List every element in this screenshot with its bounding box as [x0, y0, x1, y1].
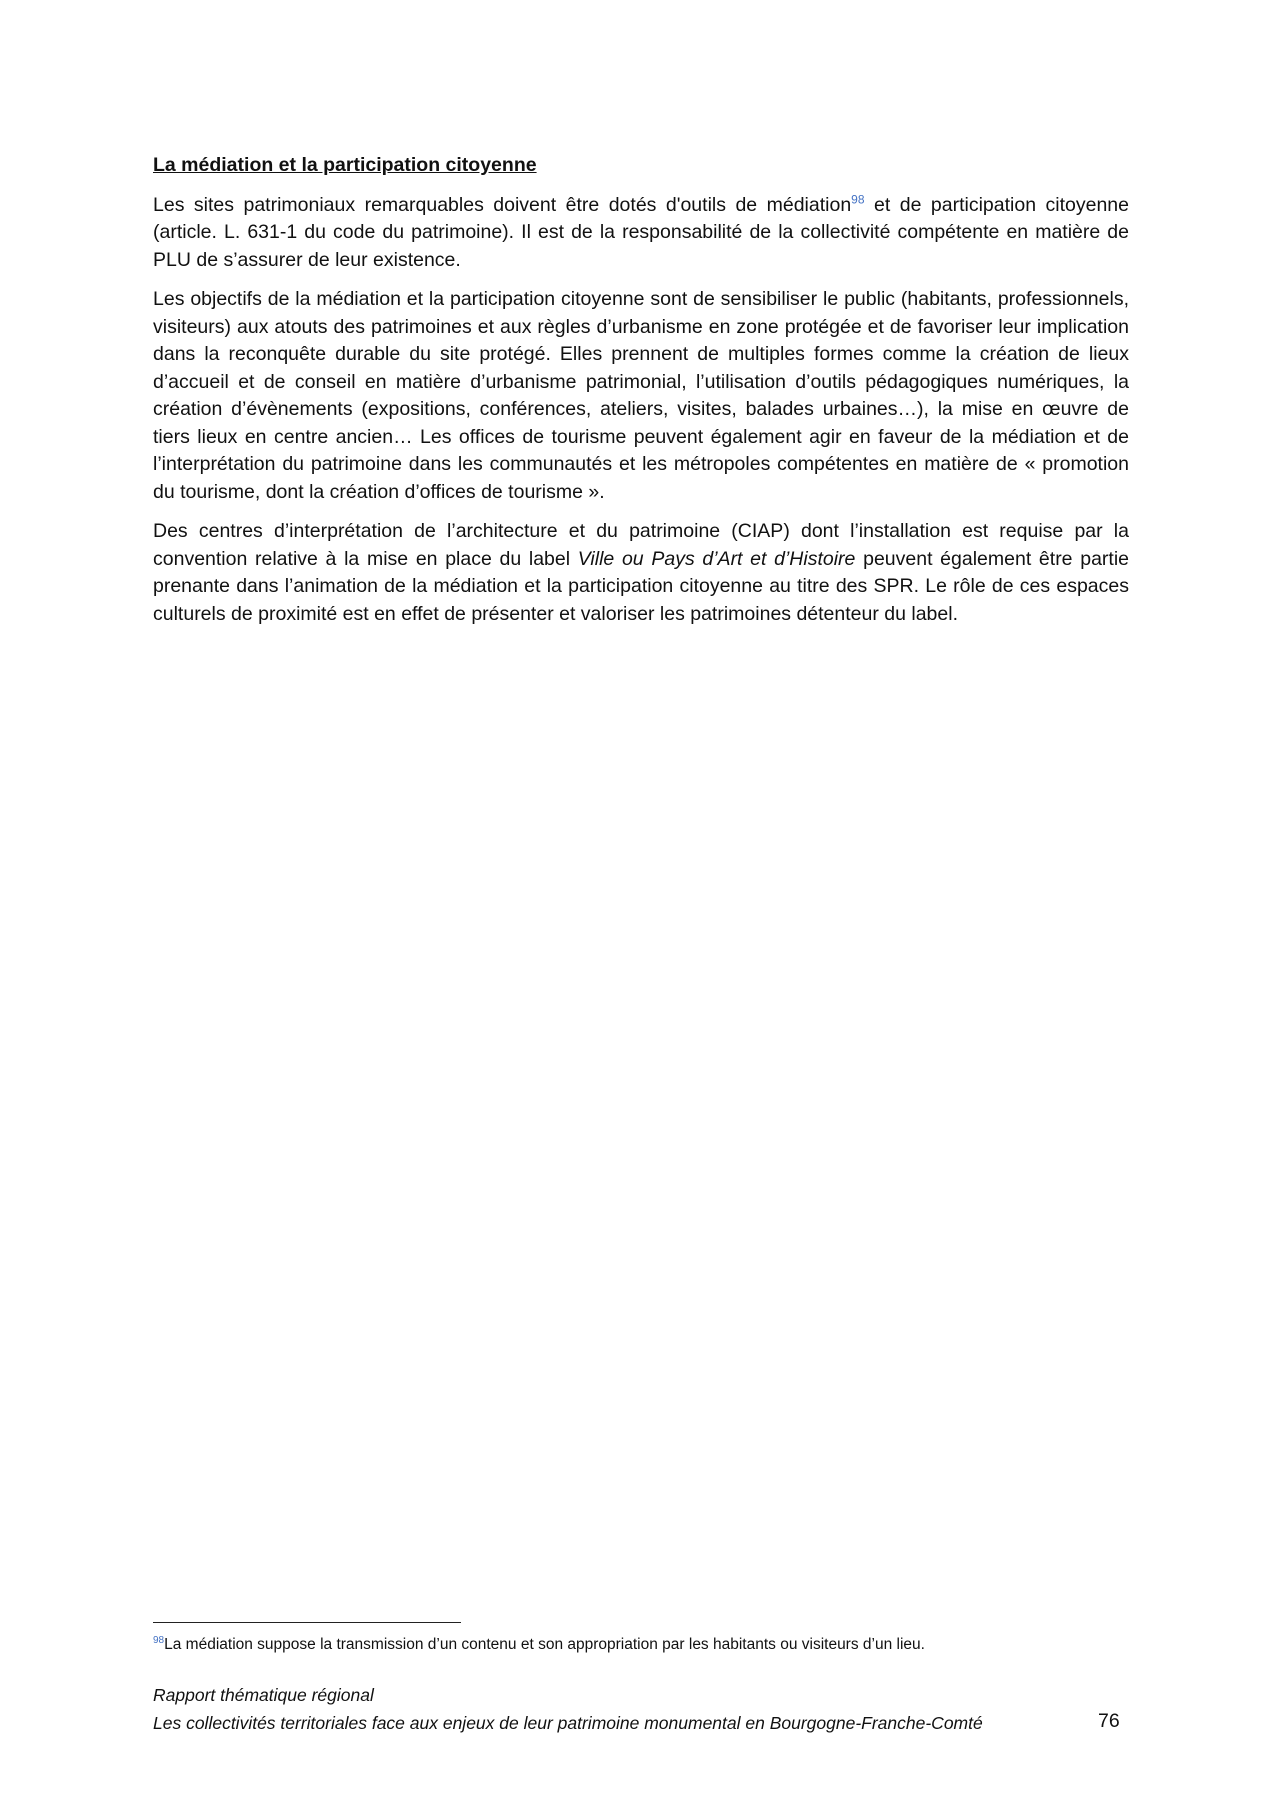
- paragraph-3: [153, 518, 1129, 628]
- footnote-number: 98: [153, 1634, 165, 1646]
- paragraph-1-text-end: et de participation citoyenne (article. L. 631-1 du code du patrimoine). Il est de la responsabilité de la collectivité compétente en matière de PLU de s’assurer de leur existence.: [153, 193, 1129, 271]
- footnote-separator: [153, 1622, 461, 1623]
- label-name-italic: Ville ou Pays d’Art et d’Histoire: [577, 547, 856, 570]
- paragraph-1: [153, 192, 1129, 275]
- paragraph-3-text-end: peuvent également être partie prenante dans l’animation de la médiation et la participation citoyenne au titre des SPR. Le rôle de ces espaces culturels de proximité est en effet de présenter et valoriser les patrimoines détenteur du label.: [153, 547, 1129, 625]
- paragraph-3-text-start: Des centres d’interprétation de l’architecture et du patrimoine (CIAP) dont l’installation est requise par la convention relative à la mise en place du label: [153, 520, 1129, 570]
- section-heading: La médiation et la participation citoyenne: [153, 154, 537, 176]
- footnote-text: La médiation suppose la transmission d’un contenu et son appropriation par les habitants ou visiteurs d’un lieu.: [164, 1636, 925, 1653]
- paragraph-1-text-start: Les sites patrimoniaux remarquables doivent être dotés d'outils de médiation: [153, 193, 852, 216]
- footnote-reference[interactable]: 98: [851, 192, 865, 206]
- footnote: [153, 1635, 1129, 1655]
- main-content: [153, 152, 1129, 640]
- paragraph-2: Les objectifs de la médiation et la participation citoyenne sont de sensibiliser le public (habitants, professionnels, visiteurs) aux atouts des patrimoines et aux règles d’urbanisme en zone protégée et de favoriser leur implication dans la reconquête durable du site protégé. Elles prennent de multiples formes comme la création de lieux d’accueil et de conseil en matière d’urbanisme patrimonial, l’utilisation d’outils pédagogiques numériques, la création d’évènements (expositions, conférences, ateliers, visites, balades urbaines…), la mise en œuvre de tiers lieux en centre ancien… Les offices de tourisme peuvent également agir en faveur de la médiation et de l’interprétation du patrimoine dans les communautés et les métropoles compétentes en matière de « promotion du tourisme, dont la création d’offices de tourisme ».: [153, 288, 1129, 503]
- page-number: 76: [1098, 1710, 1120, 1732]
- page-footer: [153, 1681, 1129, 1737]
- footer-report-subtitle: Les collectivités territoriales face aux enjeux de leur patrimoine monumental en Bourgogne-Franche-Comté: [153, 1713, 983, 1733]
- footer-report-title: Rapport thématique régional: [153, 1685, 374, 1705]
